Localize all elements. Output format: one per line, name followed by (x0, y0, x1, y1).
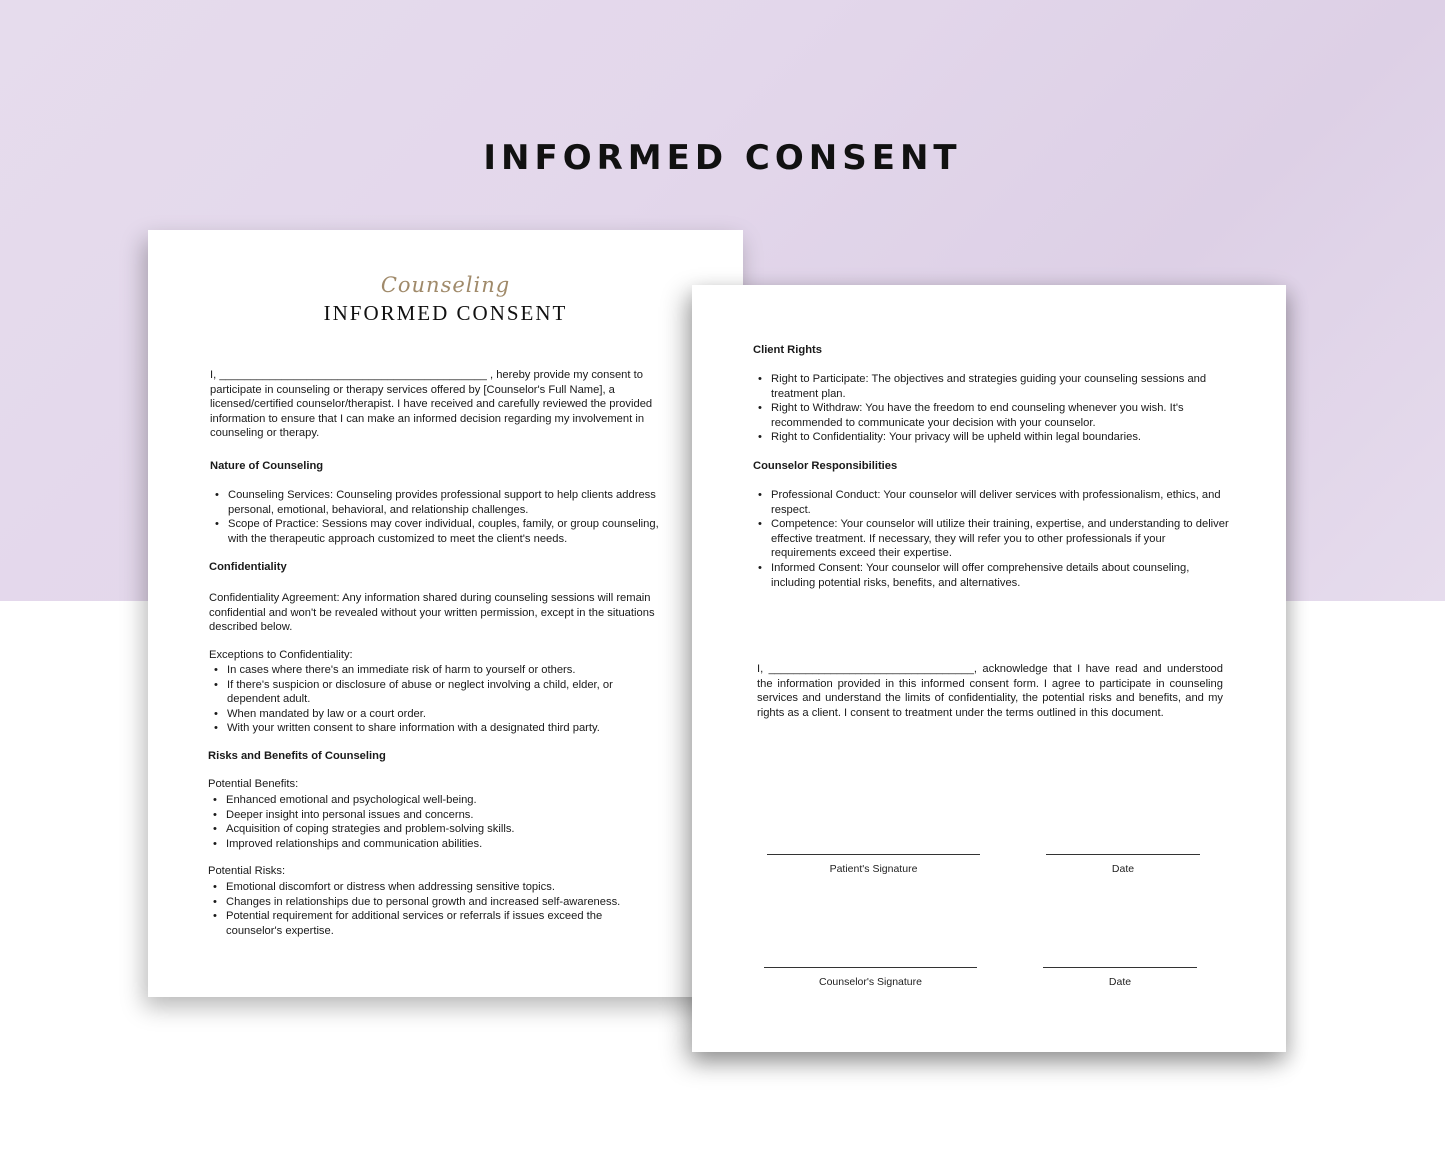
exceptions-label: Exceptions to Confidentiality: (209, 649, 353, 661)
nature-list (210, 488, 680, 546)
exceptions-list (209, 663, 649, 736)
list-item: • Professional Conduct: Your counselor will deliver services with professionalism, ethics, and respect. (753, 488, 1233, 517)
benefits-label: Potential Benefits: (208, 778, 299, 790)
counselor-responsibilities-heading: Counselor Responsibilities (753, 460, 898, 472)
benefits-list (208, 793, 678, 851)
list-item: • Acquisition of coping strategies and problem-solving skills. (208, 822, 678, 837)
document-title: INFORMED CONSENT (323, 301, 568, 325)
intro-paragraph: I, ___________________________________________ , hereby provide my consent to participate in counseling or therapy services offered by [Counselor's Full Name], a licensed/certified counselor/therapist. I have received and carefully reviewed the provided information to ensure that I can make an informed decision regarding my involvement in counseling or therapy. (210, 369, 653, 440)
list-item: • Deeper insight into personal issues and concerns. (208, 808, 678, 823)
list-item: • Improved relationships and communication abilities. (208, 837, 678, 852)
list-item: • Changes in relationships due to personal growth and increased self-awareness. (208, 895, 638, 910)
patient-signature-label: Patient's Signature (829, 863, 918, 875)
counselor-date-label: Date (1108, 976, 1132, 988)
list-item: • With your written consent to share information with a designated third party. (209, 721, 649, 736)
patient-date-line (1046, 854, 1200, 855)
list-item: • Potential requirement for additional services or referrals if issues exceed the counselor's expertise. (208, 909, 638, 938)
list-item: • If there's suspicion or disclosure of abuse or neglect involving a child, elder, or dependent adult. (209, 678, 649, 707)
risks-label: Potential Risks: (208, 865, 286, 877)
counselor-date-line (1043, 967, 1197, 968)
list-item: • Right to Withdraw: You have the freedom to end counseling whenever you wish. It's recommended to communicate your decision with your counselor. (753, 401, 1213, 430)
list-item: • When mandated by law or a court order. (209, 707, 649, 722)
patient-date-label: Date (1111, 863, 1135, 875)
risks-list (208, 880, 638, 938)
brand-script-title: Counseling (380, 273, 511, 297)
patient-signature-line (767, 854, 980, 855)
list-item: • Competence: Your counselor will utilize their training, expertise, and understanding to deliver effective treatment. If necessary, they will refer you to other professionals if your requirements exceed their expertise. (753, 517, 1233, 561)
list-item: • In cases where there's an immediate risk of harm to yourself or others. (209, 663, 649, 678)
counselor-signature-label: Counselor's Signature (819, 976, 922, 988)
risks-benefits-heading: Risks and Benefits of Counseling (208, 750, 386, 762)
acknowledgement-paragraph: I, _________________________________, acknowledge that I have read and understood the information provided in this informed consent form. I agree to participate in counseling services and understand the limits of confidentiality, the potential risks and benefits, and my rights as a client. I consent to treatment under the terms outlined in this document. (757, 663, 1223, 719)
list-item: • Right to Confidentiality: Your privacy will be upheld within legal boundaries. (753, 430, 1213, 445)
list-item: • Emotional discomfort or distress when addressing sensitive topics. (208, 880, 638, 895)
list-item: • Enhanced emotional and psychological well-being. (208, 793, 678, 808)
consent-page-1 (148, 230, 743, 997)
hero-title: INFORMED CONSENT (483, 138, 962, 178)
confidentiality-agreement: Confidentiality Agreement: Any information shared during counseling sessions will remain confidential and won't be revealed without your written permission, except in the situations described below. (209, 592, 655, 634)
list-item: • Informed Consent: Your counselor will offer comprehensive details about counseling, including potential risks, benefits, and alternatives. (753, 561, 1233, 590)
consent-page-2 (692, 285, 1286, 1052)
list-item: • Right to Participate: The objectives and strategies guiding your counseling sessions and treatment plan. (753, 372, 1213, 401)
counselor-signature-line (764, 967, 977, 968)
client-rights-list (753, 372, 1213, 445)
list-item: • Counseling Services: Counseling provides professional support to help clients address personal, emotional, behavioral, and relationship challenges. (210, 488, 680, 517)
confidentiality-heading: Confidentiality (209, 561, 287, 573)
client-rights-heading: Client Rights (753, 344, 822, 356)
nature-heading: Nature of Counseling (210, 460, 324, 472)
counselor-responsibilities-list (753, 488, 1233, 590)
list-item: • Scope of Practice: Sessions may cover individual, couples, family, or group counseling, with the therapeutic approach customized to meet the client's needs. (210, 517, 680, 546)
